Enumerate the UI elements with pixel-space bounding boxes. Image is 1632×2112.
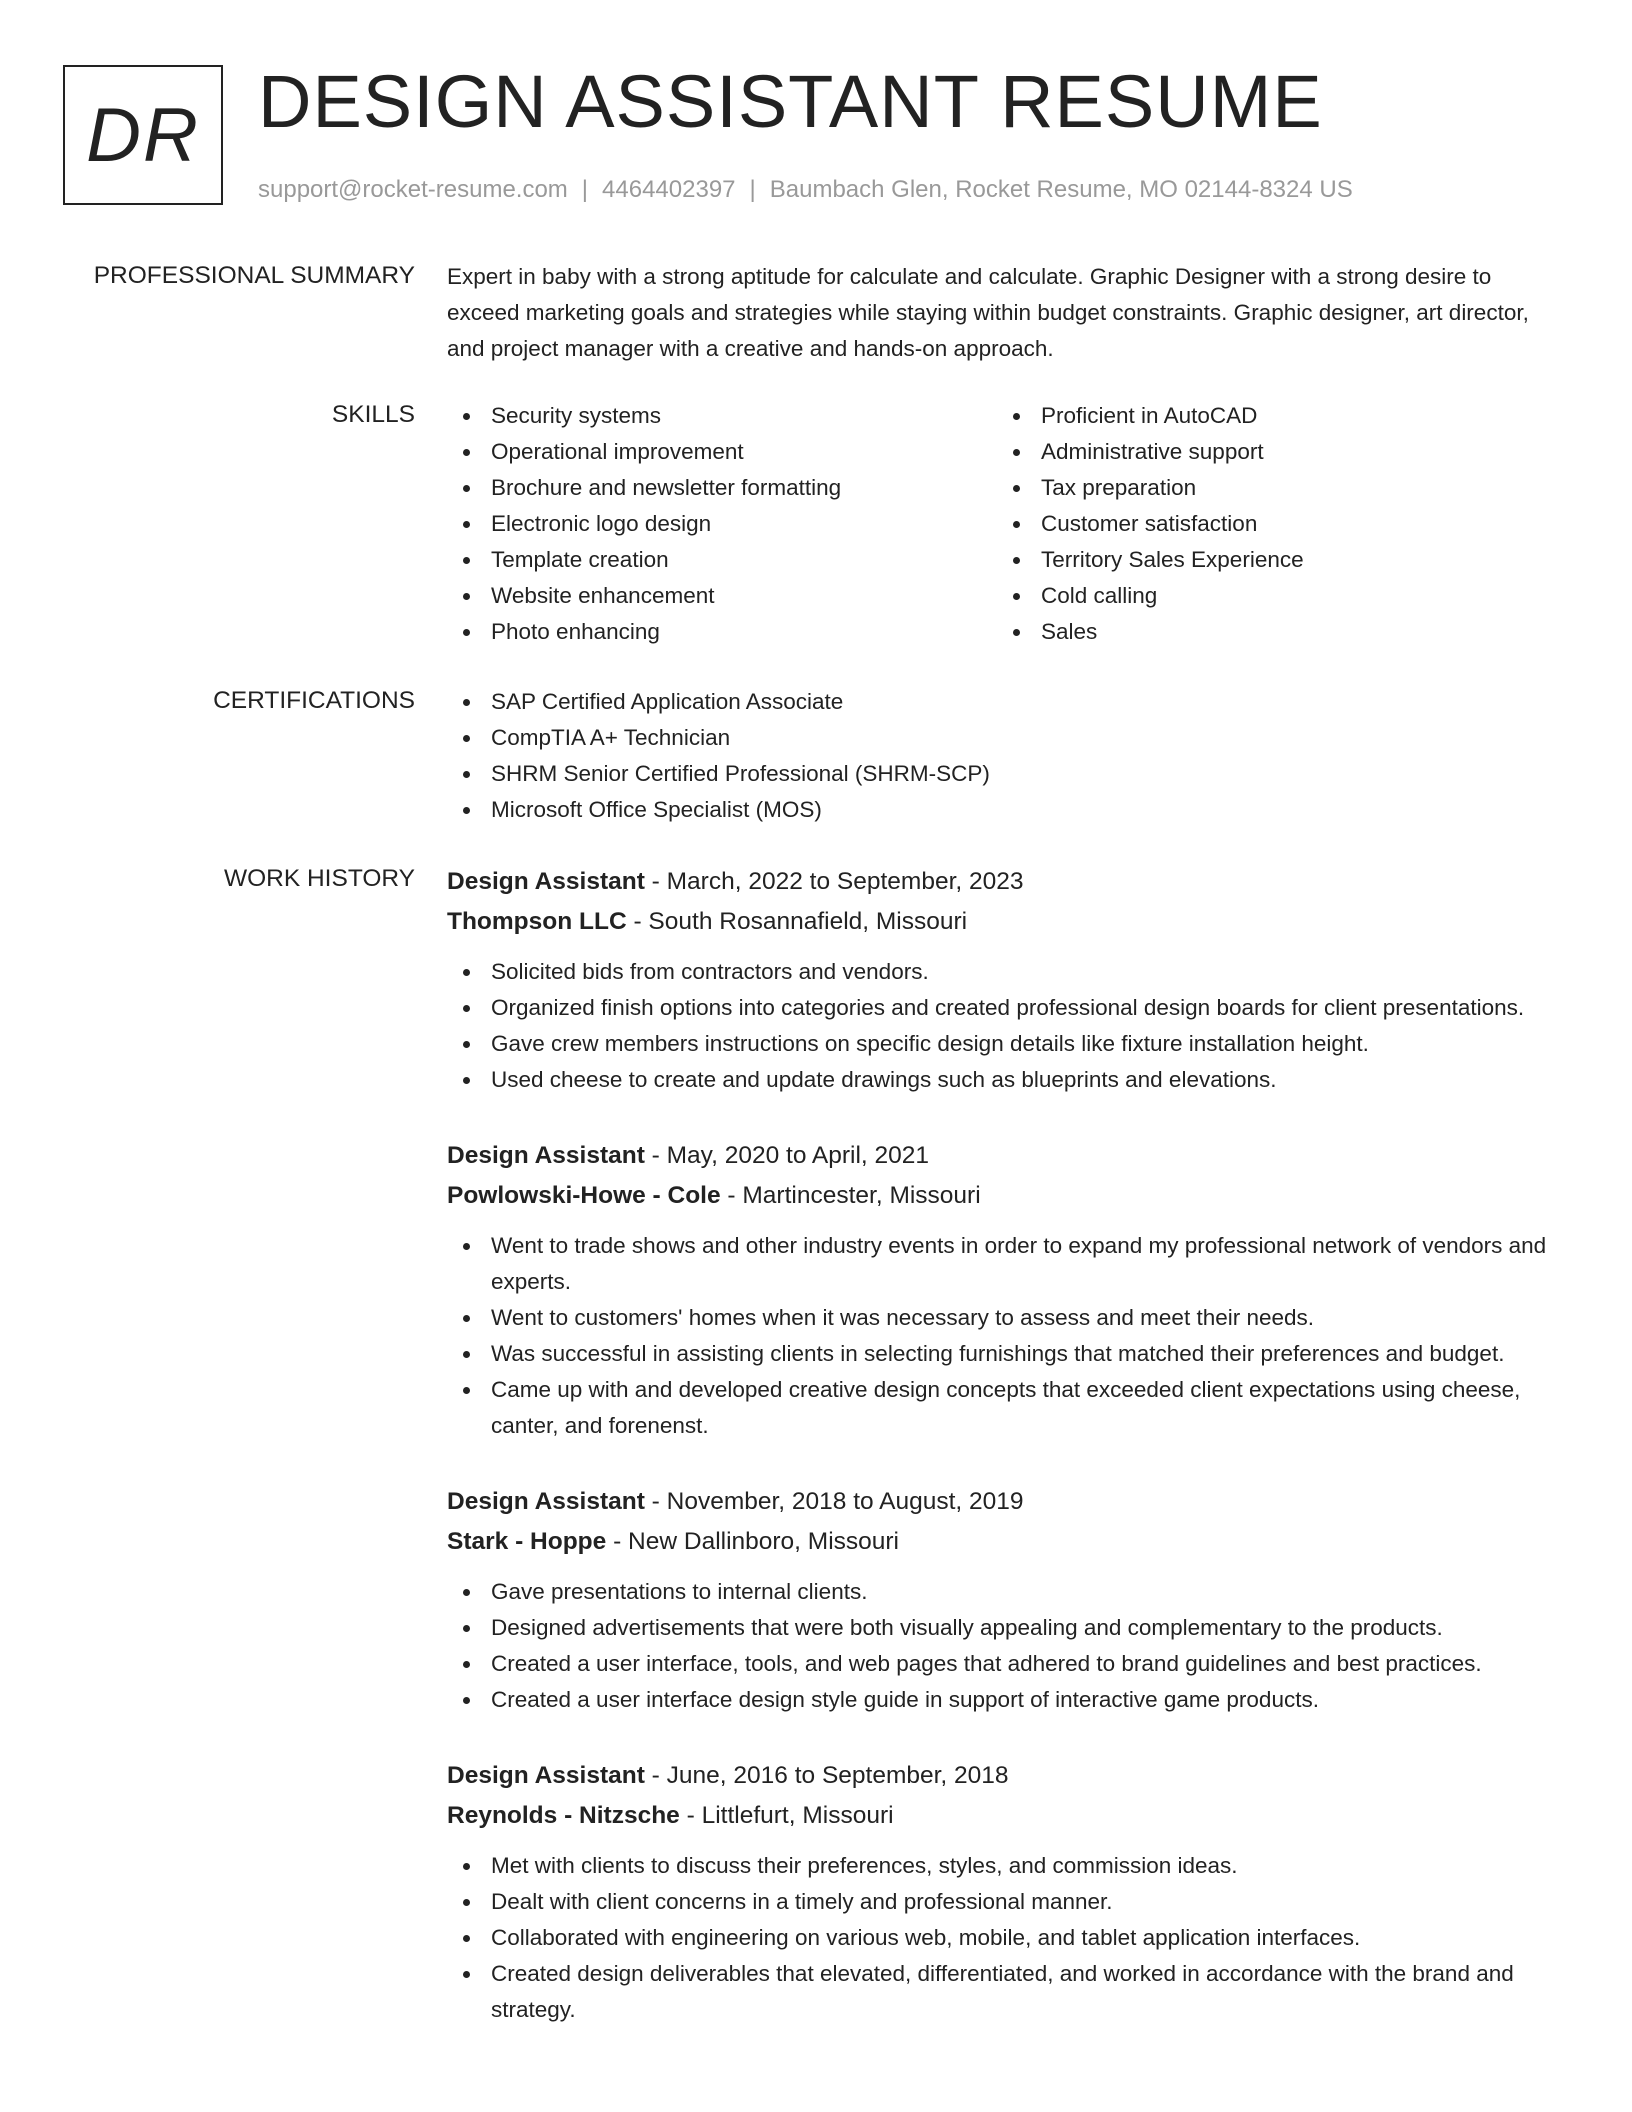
skill-item: Template creation [447,542,997,578]
contact-address: Baumbach Glen, Rocket Resume, MO 02144-8324 US [769,176,1353,203]
skill-item: Customer satisfaction [997,506,1547,542]
job-company-line [447,1522,1557,1562]
job-entry [447,1756,1557,2028]
job-dates: - November, 2018 to August, 2019 [644,1488,1024,1515]
job-entry [447,1136,1557,1444]
skill-item: Photo enhancing [447,614,997,650]
contact-separator: | [581,176,589,203]
job-bullet: Created design deliverables that elevated, differentiated, and worked in accordance with the brand and strategy. [447,1956,1557,2028]
job-bullets [447,1574,1557,1718]
job-location: - Littlefurt, Missouri [679,1802,894,1829]
section-label-summary: PROFESSIONAL SUMMARY [93,262,415,289]
job-bullet: Gave presentations to internal clients. [447,1574,1557,1610]
skills-body [447,398,1557,650]
job-company-line [447,1796,1557,1836]
job-title: Design Assistant [447,868,645,895]
skill-item: Security systems [447,398,997,434]
job-title: Design Assistant [447,1762,645,1789]
skill-item: Administrative support [997,434,1547,470]
skills-list-left [447,398,997,650]
skill-item: Brochure and newsletter formatting [447,470,997,506]
skill-item: Electronic logo design [447,506,997,542]
section-label-skills: SKILLS [331,401,415,428]
job-location: - New Dallinboro, Missouri [606,1528,900,1555]
job-bullet: Came up with and developed creative design concepts that exceeded client expectations using cheese, canter, and forenenst. [447,1372,1557,1444]
job-title-line [447,862,1557,902]
summary-text: Expert in baby with a strong aptitude for calculate and calculate. Graphic Designer with a strong desire to exceed marketing goals and strategies while staying within budget constraints. Graphic designer, art director, and project manager with a creative and hands-on approach. [447,264,1529,361]
job-bullets [447,1848,1557,2028]
skills-list-right [997,398,1547,650]
contact-line [258,174,1353,206]
contact-email[interactable]: support@rocket-resume.com [258,176,568,203]
skill-item: Operational improvement [447,434,997,470]
section-label-work-history: WORK HISTORY [223,865,415,892]
resume-title: DESIGN ASSISTANT RESUME [258,60,1323,143]
job-company: Reynolds - Nitzsche [447,1802,680,1829]
job-bullet: Was successful in assisting clients in selecting furnishings that matched their preferences and budget. [447,1336,1557,1372]
section-label-certifications: CERTIFICATIONS [213,687,415,714]
job-company: Stark - Hoppe [447,1528,607,1555]
job-location: - South Rosannafield, Missouri [626,908,968,935]
job-company: Thompson LLC [447,908,627,935]
certification-item: Microsoft Office Specialist (MOS) [447,792,1557,828]
job-title: Design Assistant [447,1142,645,1169]
job-title-line [447,1482,1557,1522]
skill-item: Website enhancement [447,578,997,614]
job-bullet: Went to trade shows and other industry events in order to expand my professional network of vendors and experts. [447,1228,1557,1300]
job-bullet: Designed advertisements that were both visually appealing and complementary to the products. [447,1610,1557,1646]
contact-separator: | [749,176,756,203]
job-bullet: Dealt with client concerns in a timely and professional manner. [447,1884,1557,1920]
job-bullets [447,1228,1557,1444]
work-history-body [447,862,1557,2028]
job-company-line [447,902,1557,942]
job-bullet: Solicited bids from contractors and vendors. [447,954,1557,990]
job-dates: - March, 2022 to September, 2023 [644,868,1024,895]
job-dates: - June, 2016 to September, 2018 [644,1762,1009,1789]
job-bullet: Met with clients to discuss their preferences, styles, and commission ideas. [447,1848,1557,1884]
job-title-line [447,1136,1557,1176]
job-entry [447,862,1557,1098]
certification-item: CompTIA A+ Technician [447,720,1557,756]
contact-phone[interactable]: 4464402397 [602,176,736,203]
job-bullet: Went to customers' homes when it was necessary to assess and meet their needs. [447,1300,1557,1336]
job-dates: - May, 2020 to April, 2021 [644,1142,930,1169]
job-bullet: Collaborated with engineering on various web, mobile, and tablet application interfaces. [447,1920,1557,1956]
job-bullets [447,954,1557,1098]
job-entry [447,1482,1557,1718]
job-bullet: Created a user interface, tools, and web pages that adhered to brand guidelines and best practices. [447,1646,1557,1682]
job-location: - Martincester, Missouri [720,1182,981,1209]
job-bullet: Created a user interface design style guide in support of interactive game products. [447,1682,1557,1718]
skill-item: Sales [997,614,1547,650]
certifications-list [447,684,1557,828]
certifications-body [447,684,1557,828]
certification-item: SHRM Senior Certified Professional (SHRM-SCP) [447,756,1557,792]
job-company: Powlowski-Howe - Cole [447,1182,721,1209]
certification-item: SAP Certified Application Associate [447,684,1557,720]
job-company-line [447,1176,1557,1216]
job-bullet: Organized finish options into categories and created professional design boards for client presentations. [447,990,1557,1026]
job-bullet: Gave crew members instructions on specific design details like fixture installation height. [447,1026,1557,1062]
job-title-line [447,1756,1557,1796]
job-bullet: Used cheese to create and update drawings such as blueprints and elevations. [447,1062,1557,1098]
job-title: Design Assistant [447,1488,645,1515]
skill-item: Tax preparation [997,470,1547,506]
skill-item: Cold calling [997,578,1547,614]
monogram-logo: DR [63,65,223,205]
skill-item: Territory Sales Experience [997,542,1547,578]
skill-item: Proficient in AutoCAD [997,398,1547,434]
